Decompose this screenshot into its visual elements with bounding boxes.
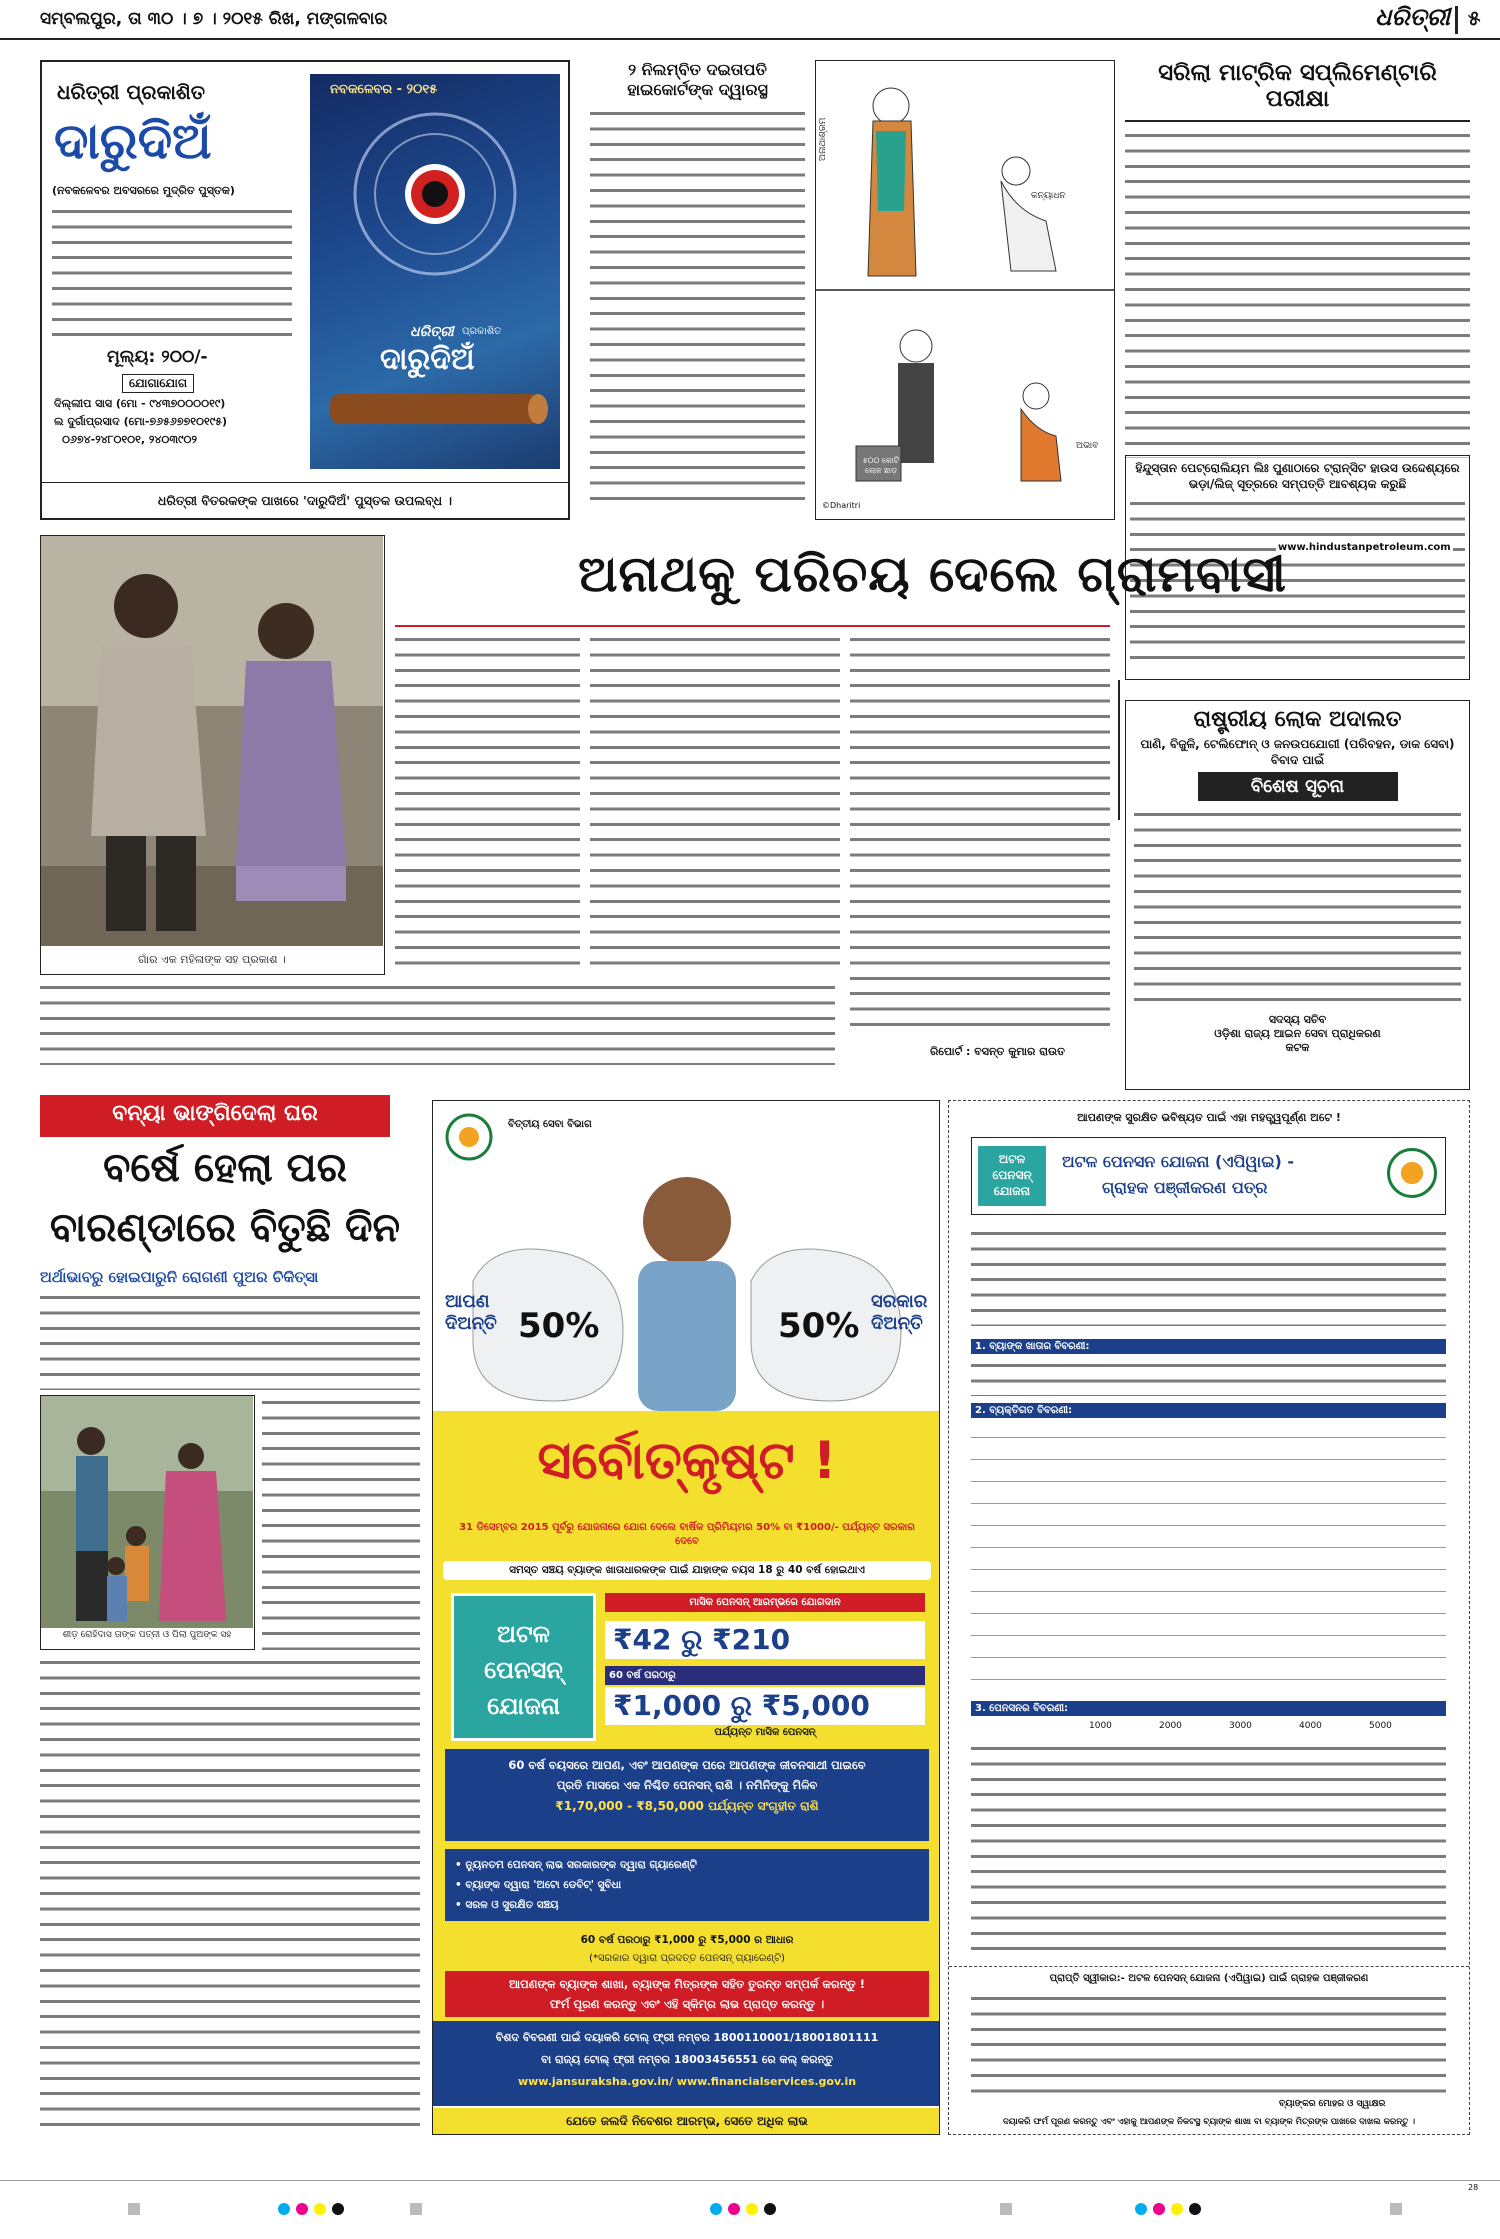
main-body-col3 [850, 632, 1110, 1027]
cover-title: ଦାରୁଦିଅଁ [380, 342, 475, 377]
lok-body [1134, 807, 1461, 1007]
cartoon-label-3: ୫୦୦ କୋଟି ଲୋନ ଛାଡ଼ [862, 456, 900, 475]
cartoon-art [816, 61, 1114, 519]
lok-special: ବିଶେଷ ସୂଚନା [1198, 772, 1398, 801]
lok-title: ରାଷ୍ଟ୍ରୀୟ ଲୋକ ଅଦାଲତ [1193, 707, 1402, 732]
matric-story [1125, 60, 1470, 450]
apy-bullet-1: • ନ୍ୟୁନତମ ପେନସନ୍ ଲାଭ ସରକାରଙ୍କ ଦ୍ୱାରା ଗ୍ୟାରେଣ୍ଟି [455, 1859, 697, 1871]
form-intro-lines [971, 1226, 1446, 1326]
apy-pension: ₹1,000 ରୁ ₹5,000 [605, 1687, 925, 1725]
book-price: ମୂଲ୍ୟ: ୨୦୦/- [107, 347, 208, 367]
cover-brand-suffix: ପ୍ରକାଶିତ [462, 326, 502, 337]
apy-tollfree-box [433, 2021, 940, 2106]
form-acknowledgement: ପ୍ରାପ୍ତି ସ୍ୱୀକାର:- ଅଟଳ ପେନସନ୍ ଯୋଜନା (ଏପିୱାଇ) ପାଇଁ ଗ୍ରାହକ ପଞ୍ଜୀକରଣ [1049, 1973, 1369, 1984]
lok-sign-3: କଟକ [1285, 1041, 1310, 1054]
form-footer-note: ଦୟାକରି ଫର୍ମ ପୂରଣ କରନ୍ତୁ ଏବଂ ଏହାକୁ ଆପଣଙ୍କ ନିକଟସ୍ଥ ବ୍ୟାଙ୍କ ଶାଖା ବା ବ୍ୟାଙ୍କ ମିତ୍ରଙ୍କ ପାଖରେ ଦାଖଲ କରନ୍ତୁ । [1002, 2117, 1416, 2127]
form-emblem-icon [1387, 1148, 1437, 1198]
form-amounts [1089, 1721, 1439, 1741]
apy-pct-right: 50% [778, 1306, 860, 1346]
col2-headline-2: ହାଇକୋର୍ଟଙ୍କ ଦ୍ୱାରସ୍ଥ [627, 80, 768, 99]
apy-contact-2: ଫର୍ମ ପୂରଣ କରନ୍ତୁ ଏବଂ ଏହି ସ୍କିମ୍‌ର ଲାଭ ପ୍ରାପ୍ତ କରନ୍ତୁ । [549, 1997, 825, 2011]
apy-tollfree-2: ବା ରାଜ୍ୟ ଟୋଲ୍ ଫ୍ରୀ ନମ୍ବର 18003456551 ରେ କଲ୍ କରନ୍ତୁ [541, 2053, 833, 2066]
cartoon [815, 60, 1115, 520]
apy-red-line: 31 ଡିସେମ୍ବର 2015 ପୂର୍ବରୁ ଯୋଜନାରେ ଯୋଗ ଦେଲେ ବାର୍ଷିକ ପ୍ରିମିୟମର 50% ବା ₹1000/- ପର୍ଯ୍ୟନ୍ତ ସରକାର ଦେବେ [459, 1522, 915, 1547]
apy-man-illustration [433, 1101, 940, 1411]
apy-blue-box [445, 1749, 929, 1841]
apy-ad [432, 1100, 940, 2135]
col2-headline-1: ୨ ନିଲମ୍ବିତ ଦଇତାପତି [628, 60, 767, 79]
book-ad [40, 60, 570, 520]
form-top-note: ଆପଣଙ୍କ ସୁରକ୍ଷିତ ଭବିଷ୍ୟତ ପାଇଁ ଏହା ମହତ୍ତ୍ୱପୂର୍ଣ୍ଣ ଅଟେ ! [1077, 1111, 1341, 1124]
matric-body [1125, 128, 1470, 458]
photo-family [41, 1396, 253, 1628]
apy-pension-note: ପର୍ଯ୍ୟନ୍ତ ମାସିକ ପେନସନ୍ [714, 1727, 816, 1738]
apy-ministry: ବିତ୍ତୀୟ ସେବା ବିଭାଗ [508, 1119, 592, 1130]
flood-photo-caption: ଶୀଡ଼ ରୋହିଦାସ ତାଙ୍କ ପତ୍ନୀ ଓ ପିଲା ପୁଅଙ୍କ ସହ [62, 1630, 232, 1640]
flood-headline-1: ବର୍ଷେ ହେଲା ପର [103, 1145, 347, 1191]
amount-1[interactable]: 1000 [1089, 1721, 1112, 1731]
cover-brand: ଧରିତ୍ରୀ [410, 324, 454, 340]
contact-label: ଯୋଗାଯୋଗ [122, 374, 194, 393]
apy-footnote-2: (*ସରକାର ଦ୍ୱାରା ପ୍ରଦତ୍ତ ପେନସନ୍ ଗ୍ୟାରେଣ୍ଟି) [589, 1953, 785, 1964]
apy-pension-label: 60 ବର୍ଷ ପରଠାରୁ [605, 1666, 925, 1685]
cartoon-label-1: ଅନାଥାଶ୍ରମ [818, 117, 828, 161]
col2-body [590, 106, 805, 511]
amount-3[interactable]: 3000 [1229, 1721, 1252, 1731]
flood-body-side [262, 1395, 420, 1650]
contact-2: ଲ ଦୁର୍ଗାପ୍ରସାଦ (ମୋ-୭୬୫୬୭୭୧୦୧୯୫) [54, 415, 228, 428]
paper-name: ଧରିତ୍ରୀ [1375, 3, 1450, 31]
apy-bullet-2: • ବ୍ୟାଙ୍କ ଦ୍ୱାରା 'ଅଟୋ ଡେବିଟ୍' ସୁବିଧା [455, 1879, 622, 1891]
page-number: ୫ [1468, 6, 1481, 30]
main-body-col1 [395, 632, 580, 972]
form-sec-3-lines [971, 1741, 1446, 1961]
apy-contrib: ₹42 ରୁ ₹210 [605, 1621, 925, 1659]
main-body-bottom [40, 980, 835, 1065]
form-grid [971, 1423, 1446, 1693]
form-sec-2: 2. ବ୍ୟକ୍ତିଗତ ବିବରଣୀ: [971, 1403, 1446, 1418]
apy-blue-line-3: ₹1,70,000 - ₹8,50,000 ପର୍ଯ୍ୟନ୍ତ ସଂଗୃହୀତ ରାଶି [555, 1799, 819, 1813]
book-subtitle: (ନବକଳେବର ଅବସରରେ ମୁଦ୍ରିତ ପୁସ୍ତକ) [52, 184, 235, 197]
book-cover [310, 74, 560, 469]
apy-age-line: ସମସ୍ତ ସଞ୍ଚୟ ବ୍ୟାଙ୍କ ଖାତାଧାରକଙ୍କ ପାଇଁ ଯାହାଙ୍କ ବୟସ 18 ରୁ 40 ବର୍ଷ ହୋଇଥାଏ [443, 1561, 931, 1580]
main-body-col2 [590, 632, 840, 972]
hp-website: www.hindustanpetroleum.com [1278, 542, 1451, 553]
folio: 28 [1468, 2183, 1479, 2192]
amount-4[interactable]: 4000 [1299, 1721, 1322, 1731]
amount-5[interactable]: 5000 [1369, 1721, 1392, 1731]
form-title-1: ଅଟଳ ପେନସନ ଯୋଜନା (ଏପିୱାଇ) - [1062, 1152, 1295, 1171]
form-logo: ଅଟଳ ପେନସନ୍ ଯୋଜନା [978, 1146, 1046, 1206]
main-photo [40, 535, 385, 975]
matric-headline: ସରିଲା ମାଟ୍ରିକ ସପ୍ଲିମେଣ୍ଟାରି ପରୀକ୍ଷା [1125, 60, 1470, 122]
main-headline: ଅନାଥକୁ ପରିଚୟ ଦେଲେ ଗ୍ରାମବାସୀ [578, 545, 1287, 603]
cover-top: ନବକଳେବର - ୨୦୧୫ [330, 82, 438, 97]
print-marks [0, 2180, 1500, 2239]
flood-body-bottom [40, 1655, 420, 2135]
apy-contact-box [445, 1971, 929, 2017]
apy-contrib-label: ମାସିକ ପେନସନ୍ ଆରମ୍ଭରେ ଯୋଗଦାନ [605, 1593, 925, 1612]
lok-subtitle: ପାଣି, ବିଜୁଳି, ଟେଲିଫୋନ୍ ଓ ଜନଉପଯୋଗୀ (ପରିବହନ, ଡାକ ସେବା) ବିବାଦ ପାଇଁ [1140, 737, 1455, 767]
flood-kicker: ବନ୍ୟା ଭାଙ୍ଗିଦେଲା ଘର [40, 1095, 390, 1137]
apy-bullet-3: • ସରଳ ଓ ସୁରକ୍ଷିତ ସଞ୍ଚୟ [455, 1899, 559, 1911]
form-ack-lines [971, 1991, 1446, 2096]
main-reporter: ରିପୋର୍ଟ : ବସନ୍ତ କୁମାର ରାଉତ [930, 1045, 1110, 1059]
apy-tollfree: ବିଶଦ ବିବରଣୀ ପାଇଁ ଦୟାକରି ଟୋଲ୍ ଫ୍ରୀ ନମ୍ବର 1800110001/18001801111 [495, 2031, 879, 2044]
flood-body-top [40, 1290, 420, 1390]
apy-right-label: ସରକାର ଦିଅନ୍ତି [871, 1291, 928, 1334]
form-sec-1: 1. ବ୍ୟାଙ୍କ ଖାତାର ବିବରଣୀ: [971, 1339, 1446, 1354]
apy-slogan: ଯେତେ ଜଲଦି ନିବେଶର ଆରମ୍ଭ, ସେତେ ଅଧିକ ଲାଭ [433, 2108, 940, 2135]
apy-pct-left: 50% [518, 1306, 600, 1346]
main-photo-caption: ଗାଁର ଏକ ମହିଳାଙ୍କ ସହ ପ୍ରକାଶ । [41, 948, 383, 974]
flood-headline-2: ବାରଣ୍ଡାରେ ବିତୁଛି ଦିନ [49, 1205, 401, 1251]
masthead [0, 0, 1500, 40]
lok-sign-2: ଓଡ଼ିଶା ରାଜ୍ୟ ଆଇନ ସେବା ପ୍ରାଧିକରଣ [1214, 1027, 1381, 1040]
form-sign: ବ୍ୟାଙ୍କର ମୋହର ଓ ସ୍ୱାକ୍ଷର [1279, 2099, 1386, 2109]
book-footer: ଧରିତ୍ରୀ ବିତରକଙ୍କ ପାଖରେ 'ଦାରୁଦିଅଁ' ପୁସ୍ତକ ଉପଲବ୍ଧ । [42, 482, 568, 518]
cartoon-label-2: କନ୍ୟାଧନ [1031, 191, 1066, 201]
form-title-2: ଗ୍ରାହକ ପଞ୍ଜୀକରଣ ପତ୍ର [1102, 1178, 1268, 1197]
book-phone: ୦୬୭୪-୨୪୮୦୧୦୧, ୨୪୦୩୯୦୨ [62, 433, 197, 446]
apy-banner: ସର୍ବୋତ୍କୃଷ୍ଟ ! [537, 1431, 837, 1491]
photo-two-women [41, 536, 383, 946]
date-line: ସମ୍ବଲପୁର, ତା ୩୦ । ୭ । ୨୦୧୫ ରିଖ, ମଙ୍ଗଳବାର [40, 9, 388, 29]
apy-blue-line-2: ପ୍ରତି ମାସରେ ଏକ ନିଶ୍ଚିତ ପେନସନ୍ ରାଶି । ନମିନିଙ୍କୁ ମିଳିବ [556, 1778, 818, 1792]
apy-footnote-1: 60 ବର୍ଷ ପରଠାରୁ ₹1,000 ରୁ ₹5,000 ର ଆଧାର [580, 1934, 794, 1946]
form-sec-1-lines [971, 1358, 1446, 1396]
flood-photo [40, 1395, 255, 1650]
form-sec-3: 3. ପେନସନର ବିବରଣୀ: [971, 1701, 1446, 1716]
cartoon-credit: ©Dharitri [822, 501, 861, 510]
book-title: ଦାରୁଦିଅଁ [54, 112, 212, 170]
cartoon-label-4: ଅଭାବ [1076, 441, 1099, 451]
apy-logo: ଅଟଳ ପେନସନ୍ ଯୋଜନା [451, 1593, 596, 1741]
publisher-line: ଧରିତ୍ରୀ ପ୍ରକାଶିତ [57, 80, 206, 104]
flood-subhead: ଅର୍ଥାଭାବରୁ ହୋଇପାରୁନି ରୋଗଣୀ ପୁଅର ଚିକିତ୍ସା [40, 1268, 319, 1286]
apy-bullets [445, 1849, 929, 1921]
apy-blue-line-1: 60 ବର୍ଷ ବୟସରେ ଆପଣ, ଏବଂ ଆପଣଙ୍କ ପରେ ଆପଣଙ୍କ ଜୀବନସାଥୀ ପାଇବେ [508, 1758, 866, 1772]
apy-form [948, 1100, 1470, 2135]
apy-contact-1: ଆପଣଙ୍କ ବ୍ୟାଙ୍କ ଶାଖା, ବ୍ୟାଙ୍କ ମିତ୍ରଙ୍କ ସହିତ ତୁରନ୍ତ ସମ୍ପର୍କ କରନ୍ତୁ ! [509, 1977, 865, 1991]
amount-2[interactable]: 2000 [1159, 1721, 1182, 1731]
lok-adalat [1125, 700, 1470, 1090]
hp-headline: ହିନ୍ଦୁସ୍ତାନ ପେଟ୍ରୋଲିୟମ ଲିଃ ପୁଣାଠାରେ ଟ୍ରାନ୍ସିଟ ହାଉସ ଉଦ୍ଦେଶ୍ୟରେ ଭଡ଼ା/ଲିଜ୍ ସୂତ୍ରରେ ସମ୍ପତ୍ତି ଆବଶ୍ୟକ କରୁଛି [1135, 461, 1460, 491]
cover-art [310, 74, 560, 469]
apy-photo-area [433, 1101, 940, 1411]
book-blurb [52, 204, 292, 342]
lok-sign-1: ସଦସ୍ୟ ସଚିବ [1268, 1013, 1327, 1026]
apy-websites: www.jansuraksha.gov.in/ www.financialservices.gov.in [517, 2075, 857, 2088]
col2-story [590, 60, 805, 530]
contact-1: ଦିଲ୍ଲୀପ ସାସ (ମୋ - ୯୪୩୭୦୦୦୦୧୯) [54, 397, 226, 410]
apy-left-label: ଆପଣ ଦିଅନ୍ତି [445, 1291, 497, 1334]
form-header [971, 1137, 1446, 1215]
